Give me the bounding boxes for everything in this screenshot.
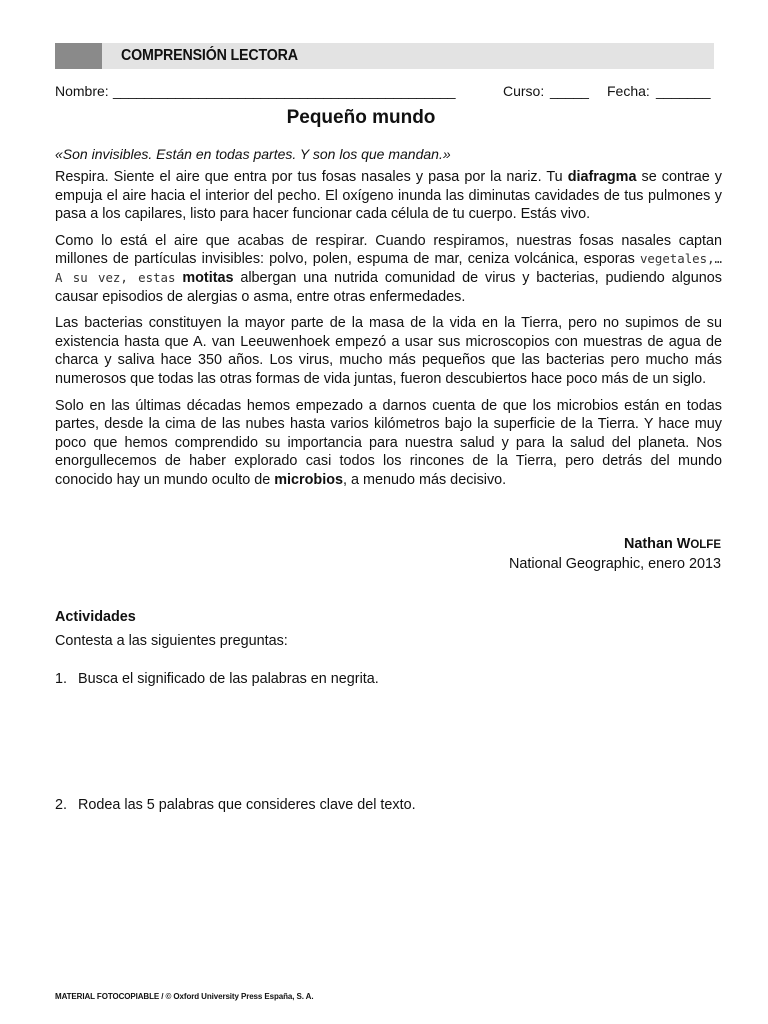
question-2 [55,797,416,813]
bold-word-motitas: motitas [182,269,234,286]
bold-word-diafragma: diafragma [567,169,637,185]
course-label: Curso: [503,83,545,99]
copyright-footer: MATERIAL FOTOCOPIABLE / © Oxford University Press España, S. A. [55,992,314,1001]
question-number: 1. [55,671,68,687]
activities-title: Actividades [55,609,136,625]
date-label: Fecha: [607,83,650,99]
question-text: Rodea las 5 palabras que consideres clave del texto. [78,797,416,813]
date-field-blank: _______ [656,83,711,99]
author-name: Nathan WOLFE [623,536,721,552]
paragraph-3: Las bacterias constituyen la mayor parte de la masa de la vida en la Tierra, pero no supimos de su existencia hasta que A. van Leeuwenhoek empezó a usar sus microscopios con muestras de agua de charca y saliva hace 350 años. Los virus, mucho más pequeños que las bacterias pero mucho más numerosos que todas las otras formas de vida juntas, fueron descubiertos hace poco más de un siglo. [55,315,722,387]
question-text: Busca el significado de las palabras en negrita. [78,671,379,687]
name-label: Nombre: [55,83,109,99]
course-field-blank: _____ [550,83,589,99]
article-body [55,168,722,498]
student-info-row [55,83,714,101]
question-number: 2. [55,797,68,813]
article-source: National Geographic, enero 2013 [508,555,721,572]
article-quote: «Son invisibles. Están en todas partes. Y son los que mandan.» [55,146,451,162]
paragraph-1: Respira. Siente el aire que entra por tus fosas nasales y pasa por la nariz. Tu diafragma se contrae y empuja el aire hacia el interior del pecho. El oxígeno inunda las diminutas cavidades de tus pulmones y pasa a los capilares, listo para hacer funcionar cada célula de tu cuerpo. Estás vivo. [55,169,722,223]
article-attribution [509,535,721,573]
activities-intro: Contesta a las siguientes preguntas: [55,633,288,649]
section-header-bar [55,43,714,69]
paragraph-4: Solo en las últimas décadas hemos empezado a darnos cuenta de que los microbios están en todas partes, desde la cima de las nubes hasta varios kilómetros bajo la superficie de la Tierra. Y hace muy poco que hemos comprendido su importancia para nuestra salud y para la salud del planeta. Nos enorgullecemos de haber explorado casi todos los rincones de la Tierra, pero detrás del mundo conocido hay un mundo oculto de microbios, a menudo más decisivo. [55,397,722,488]
paragraph-2: Como lo está el aire que acabas de respirar. Cuando respiramos, nuestras fosas nasales captan millones de partículas invisibles: polvo, polen, espuma de mar, ceniza volcánica, esporas vegetales,… A su vez, estas motitas albergan una nutrida comunidad de virus y bacterias, pudiendo algunos causar episodios de alergias o asma, entre otras enfermedades. [55,232,723,305]
section-title: COMPRENSIÓN LECTORA [121,47,298,64]
bold-word-microbios: microbios [274,471,343,488]
typewriter-fragment: vegetales,… A su vez, estas [55,251,722,285]
question-1 [55,671,379,687]
name-field-blank: ____________________________________________ [113,83,456,99]
article-title: Pequeño mundo [286,107,436,128]
header-grey-block [55,43,102,69]
